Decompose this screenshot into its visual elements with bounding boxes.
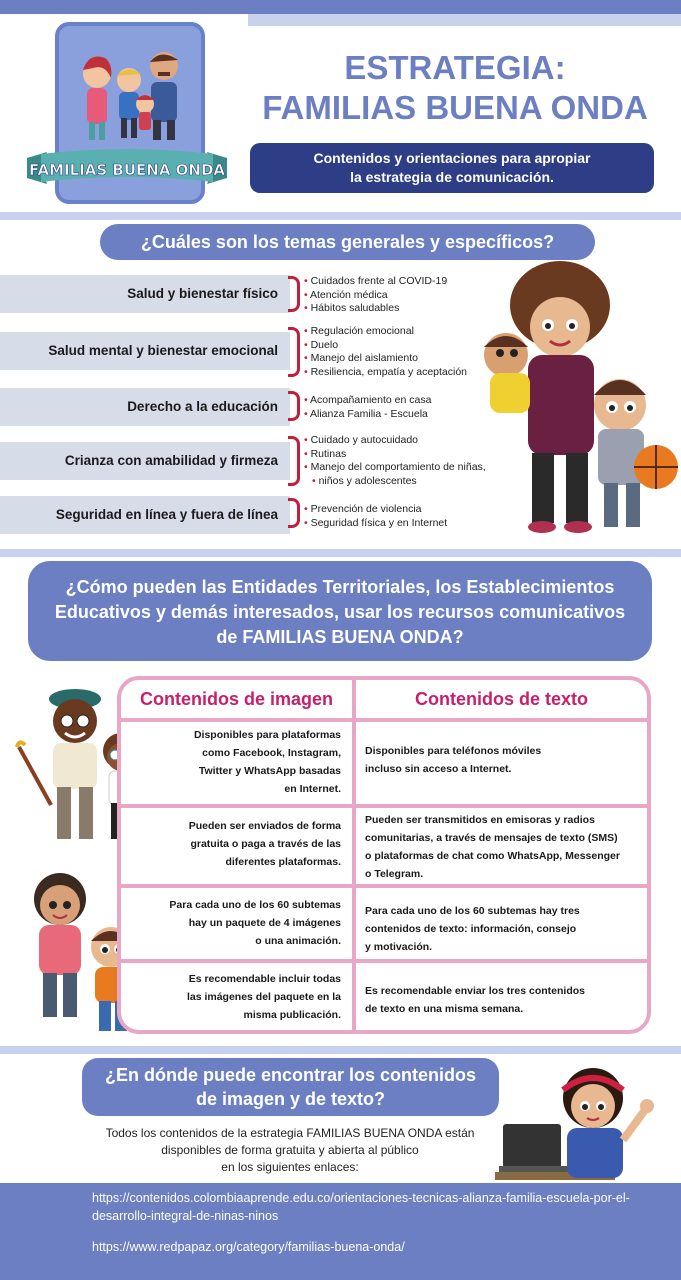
list-item: • Cuidado y autocuidado	[304, 434, 486, 448]
brace-icon	[288, 436, 300, 486]
table-cell: Para cada uno de los 60 subtemas hay tres contenidos de texto: información, consejo y motivación.	[365, 905, 580, 953]
section-divider	[0, 549, 681, 557]
section-divider	[0, 1046, 681, 1054]
topic-items	[304, 394, 431, 421]
topic-bar: Salud y bienestar físico	[0, 275, 290, 313]
table-cell: Es recomendable enviar los tres contenidos de texto en una misma semana.	[365, 985, 585, 1015]
table-cell: Es recomendable incluir todas las imágenes del paquete en la misma publicación.	[186, 973, 341, 1021]
subtitle-line-1: Contenidos y orientaciones para apropiar	[313, 150, 591, 166]
list-item-continued: • niños y adolescentes	[304, 475, 486, 489]
table-divider	[121, 804, 651, 808]
column-header-image: Contenidos de imagen	[139, 689, 334, 709]
table-divider	[121, 884, 651, 888]
topic-items	[304, 325, 467, 379]
list-item: • Seguridad física y en Internet	[304, 517, 447, 531]
heading-line: de FAMILIAS BUENA ONDA?	[216, 627, 464, 647]
subtitle-line-2: la estrategia de comunicación.	[350, 169, 554, 185]
family-illustration-icon	[69, 34, 191, 144]
table-divider	[121, 959, 651, 963]
list-item: • Cuidados frente al COVID-19	[304, 275, 447, 289]
heading-line: ¿Cómo pueden las Entidades Territoriales, los Establecimientos	[65, 577, 615, 597]
section2-heading	[28, 561, 652, 661]
table-divider	[121, 718, 651, 722]
table-cell: Pueden ser transmitidos en emisoras y radios comunitarias, a través de mensajes de texto (SMS) o plataformas de chat como WhatsApp, Messenger o Telegram.	[365, 814, 620, 880]
topic-items	[304, 503, 447, 530]
family-illustration-icon	[470, 255, 680, 545]
brace-icon	[288, 327, 300, 377]
table-divider	[352, 680, 356, 1034]
heading-line: Educativos y demás interesados, usar los recursos comunicativos	[54, 602, 626, 622]
column-header-text: Contenidos de texto	[414, 689, 588, 709]
list-item: • Regulación emocional	[304, 325, 467, 339]
heading-line: de imagen y de texto?	[195, 1089, 386, 1109]
list-item: • Duelo	[304, 339, 467, 353]
topic-bar: Seguridad en línea y fuera de línea	[0, 496, 290, 534]
top-band	[0, 0, 681, 14]
brace-icon	[288, 498, 300, 528]
child-laptop-illustration-icon	[495, 1060, 665, 1184]
list-item: • Resiliencia, empatía y aceptación	[304, 366, 467, 380]
top-band-light	[248, 14, 681, 26]
list-item: • Manejo del aislamiento	[304, 352, 467, 366]
info-text: Todos los contenidos de la estrategia FAMILIAS BUENA ONDA están disponibles de forma gratuita y abierta al público en los siguientes enlaces:	[105, 1126, 475, 1174]
subtitle-box	[250, 143, 654, 193]
section1-heading: ¿Cuáles son los temas generales y específicos?	[100, 224, 595, 260]
title-line-2: FAMILIAS BUENA ONDA	[262, 89, 648, 126]
topic-items	[304, 434, 486, 488]
brace-icon	[288, 391, 300, 421]
logo-text: FAMILIAS BUENA ONDA	[28, 161, 226, 179]
title-line-1: ESTRATEGIA:	[344, 49, 566, 86]
list-item: • Atención médica	[304, 289, 447, 303]
list-item: • Hábitos saludables	[304, 302, 447, 316]
table-cell: Disponibles para plataformas como Facebook, Instagram, Twitter y WhatsApp basadas en Internet.	[193, 729, 341, 795]
familias-buena-onda-logo	[28, 22, 226, 204]
list-item: • Prevención de violencia	[304, 503, 447, 517]
list-item: • Alianza Familia - Escuela	[304, 408, 431, 422]
list-item: • Rutinas	[304, 448, 486, 462]
topic-bar: Derecho a la educación	[0, 388, 290, 426]
link-redpapaz[interactable]: https://www.redpapaz.org/category/familias-buena-onda/	[92, 1240, 405, 1254]
topic-items	[304, 275, 447, 316]
list-item: • Acompañamiento en casa	[304, 394, 431, 408]
resources-table	[117, 676, 651, 1034]
brace-icon	[288, 276, 300, 312]
table-cell: Para cada uno de los 60 subtemas hay un paquete de 4 imágenes o una animación.	[169, 899, 341, 947]
table-cell: Pueden ser enviados de forma gratuita o paga a través de las diferentes plataformas.	[188, 820, 341, 868]
topic-bar: Crianza con amabilidad y firmeza	[0, 442, 290, 480]
link-colombiaaprende[interactable]: https://contenidos.colombiaaprende.edu.co/orientaciones-tecnicas-alianza-familia-escuela-por-el-desarrollo-integral-de-ninas-ninos	[92, 1191, 630, 1223]
page-title	[240, 48, 670, 128]
section-divider	[0, 212, 681, 220]
section3-heading	[82, 1058, 499, 1116]
heading-line: ¿En dónde puede encontrar los contenidos	[104, 1065, 477, 1085]
topic-bar: Salud mental y bienestar emocional	[0, 332, 290, 370]
table-cell: Disponibles para teléfonos móviles incluso sin acceso a Internet.	[365, 745, 542, 775]
logo-banner	[27, 148, 227, 194]
list-item: • Manejo del comportamiento de niñas,	[304, 461, 486, 475]
